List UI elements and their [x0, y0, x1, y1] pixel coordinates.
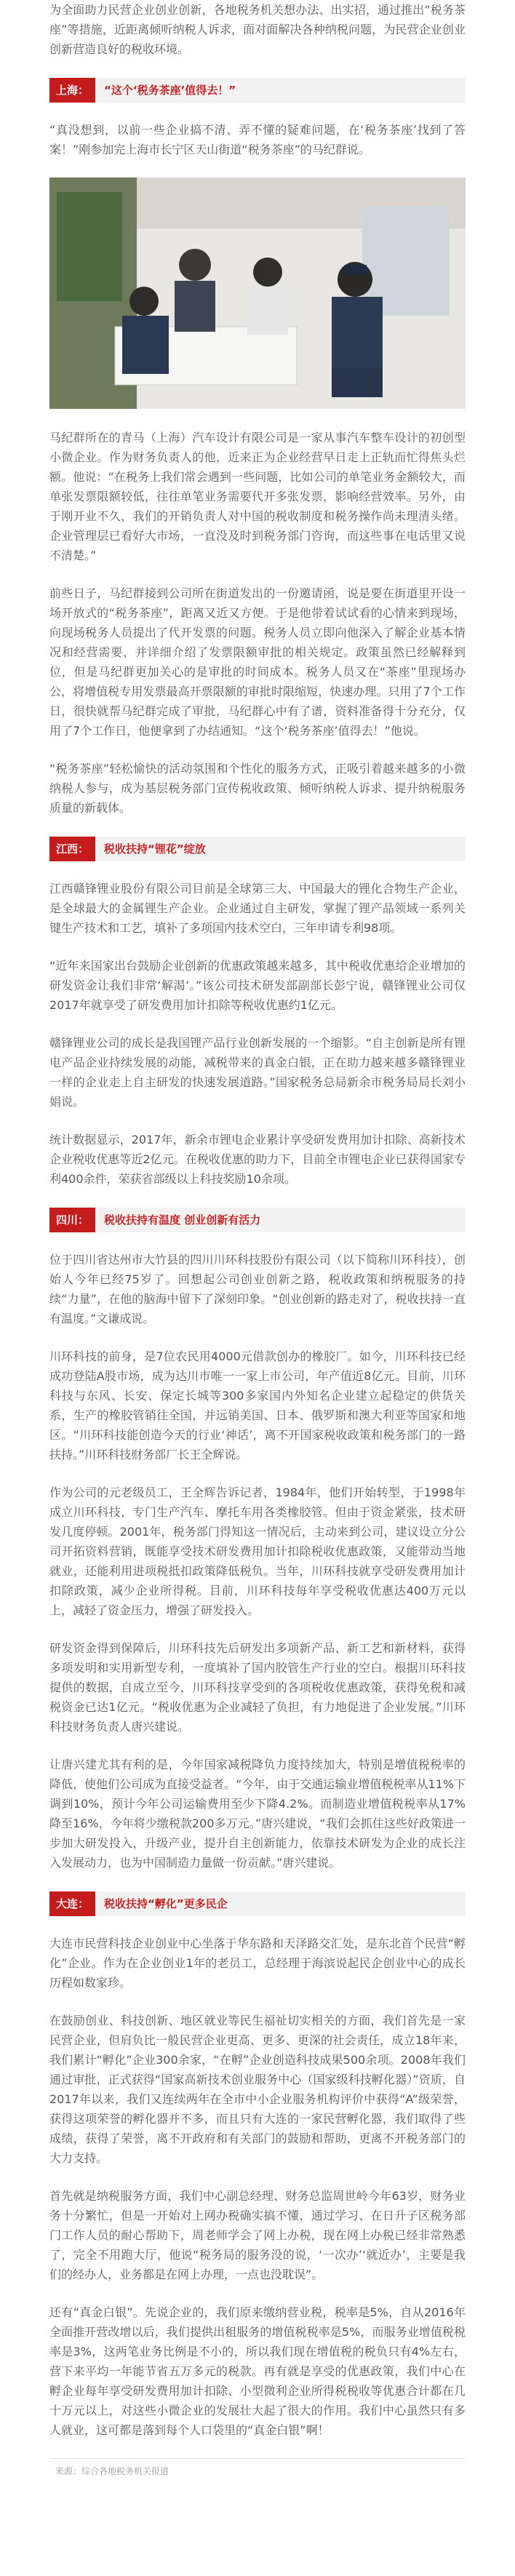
section-paragraph: 大连市民营科技企业创业中心坐落于华东路和天泽路交汇处，是东北首个民营“孵化”企业。作为在企业创业1年的老员工，总经理于海滨说起民企创业中心的成长历程如数家珍。 [49, 1937, 466, 1990]
section-header [49, 1208, 466, 1232]
sections-block [49, 78, 466, 2440]
section-title: “这个‘税务茶座’值得去！” [104, 84, 236, 97]
section-region-tag: 大连： [49, 1891, 95, 1916]
section-region-tag: 上海： [49, 78, 95, 103]
section-paragraph: 前些日子，马纪群接到公司所在街道发出的一份邀请函，说是要在街道里开设一场开放式的“税务茶座”，距离又近又方便。于是他带着试试看的心情来到现场，向现场税务人员提出了代开发票的问题。税务人员立即向他深入了解企业基本情况和经营需要，并详细介绍了发票限额审批的相关规定。政策虽然已经解释到位，但是马纪群更加关心的是审批的时间成本。税务人员又在“茶座”里现场办公，将增值税专用发票最高开票限额的审批时限缩短，快速办理。只用了7个工作日，很快就帮马纪群完成了审批，马纪群心中有了谱，资料准备得十分充分，仅用了7个工作日，他便拿到了办结通知。“这个‘税务茶座’值得去！”他说。 [49, 586, 466, 738]
section-paragraph: “真没想到，以前一些企业搞不清、弄不懂的疑难问题，在‘税务茶座’找到了答案！”刚参加完上海市长宁区天山街道“税务茶座”的马纪群说。 [49, 123, 466, 156]
section-header [49, 837, 466, 861]
section-paragraph: “近年来国家出台鼓励企业创新的优惠政策越来越多，其中税收优惠给企业增加的研发资金让我们非常‘解渴’。”该公司技术研发部副部长彭宁说，赣锋锂业公司仅2017年就享受了研发费用加计扣除等税收优惠约1亿元。 [49, 959, 466, 1012]
meeting-photo [49, 178, 466, 409]
section-paragraph: 赣锋锂业公司的成长是我国锂产品行业创新发展的一个缩影。“自主创新是所有锂电产品企业持续发展的动能，减税带来的真金白银，正在助力越来越多赣锋锂业一样的企业走上自主研发的快速发展道路。”国家税务总局新余市税务局局长刘小娟说。 [49, 1036, 466, 1109]
section-paragraph: 作为公司的元老级员工，王全辉告诉记者，1984年，他们开始转型，于1998年成立川环科技，专门生产汽车、摩托车用各类橡胶管。但由于资金紧张，技术研发几度停顿。2001年，税务部门得知这一情况后，主动来到公司，建议设立分公司开拓资料营销，既能享受技术研发费用加计扣除税收优惠政策，又能带动当地就业，还能利用进项税抵扣政策降低税负。当年，川环科技就享受研发费用加计扣除政策，减少企业所得税。目前，川环科技每年享受税收优惠达400万元以上，减轻了资金压力，增强了研发投入。 [49, 1486, 466, 1617]
section-paragraph: 还有“真金白银”。先说企业的，我们原来缴纳营业税，税率是5%，自从2016年全面推开营改增以后，我们提供出租服务的增值税税率是5%，而服务业增值税税率是3%，这两笔业务比例是不小的，所以我们现在增值税的税负只有4%左右，营下来平均一年能节省五万多元的税款。再有就是享受的优惠政策，我们中心在孵企业每年享受研发费用加计扣除、小型微利企业所得税税收等优惠合计都在几十万元以上，对这些小微企业的发展壮大起了很大的作用。我们中心虽然只有多人就业，这可都是落到每个人口袋里的“真金白银”啊！ [49, 2305, 466, 2437]
section-paragraph: 马纪群所在的青马（上海）汽车设计有限公司是一家从事汽车整车设计的初创型小微企业。作为财务负责人的他，近来正为企业经营早日走上正轨而忙得焦头烂额。他说：“在税务上我们常会遇到一些问题，比如公司的单笔业务金额较大，而单张发票限额较低，往往单笔业务需要代开多张发票，影响经营效率。另外，由于刚开业不久，我们的开销负责人对中国的税收制度和税务操作尚未理清头绪。企业管理层已看好大市场，一直没及时到税务部门咨询，而这些事在电话里又说不清楚。” [49, 431, 466, 562]
section-region-tag: 四川： [49, 1208, 95, 1232]
section-title: 税收扶持有温度 创业创新有活力 [104, 1213, 261, 1227]
section-paragraph: 在鼓励创业、科技创新、地区就业等民生福祉切实相关的方面，我们首先是一家民营企业，但肩负比一般民营企业更高、更多、更深的社会责任，成立18年来，我们累计“孵化”企业300余家，“在孵”企业创造科技成果500余项。2008年我们通过审批，正式获得“国家高新技术创业服务中心（国家级科技孵化器）”资质，自2017年以来，我们又连续两年在全市中小企业服务机构评价中获得“A”级荣誉，获得这项荣誉的孵化器并不多，而且只有大连的一家民营孵化器，我们取得了些成绩，获得了荣誉，离不开政府和有关部门的鼓励和帮助，更离不开税务部门的大力支持。 [49, 2014, 466, 2165]
section-title: 税收扶持“孵化”更多民企 [104, 1897, 228, 1910]
section-region-tag: 江西： [49, 837, 95, 861]
intro-block [49, 0, 466, 59]
section-header [49, 78, 466, 103]
section-paragraph: 统计数据显示，2017年，新余市锂电企业累计享受研发费用加计扣除、高新技术企业税收优惠等近2亿元。在税收优惠的助力下，目前全市锂电企业已获得国家专利400余件，荣获省部级以上科技奖励10余项。 [49, 1133, 466, 1186]
section-paragraph: 位于四川省达州市大竹县的四川川环科技股份有限公司（以下简称川环科技），创始人今年已经75岁了。回想起公司创业创新之路，税收政策和纳税服务的持续“力量”，在他的脑海中留下了深刻印象。“创业创新的路走对了，税收扶持一直有温度。”文谦成说。 [49, 1253, 466, 1325]
section-title: 税收扶持“锂花”绽放 [104, 842, 206, 856]
section-paragraph: “税务茶座”轻松愉快的活动氛围和个性化的服务方式，正吸引着越来越多的小微纳税人参与，成为基层税务部门宣传税收政策、倾听纳税人诉求、提升纳税服务质量的新载体。 [49, 762, 466, 815]
section-header [49, 1891, 466, 1916]
section-paragraph: 首先就是纳税服务方面，我们中心副总经理、财务总监周世岭今年63岁，财务业务十分繁忙，但是一开始对上网办税确实搞不懂，通过学习、在日升子区税务部门工作人员的耐心帮助下，周老师学会了网上办税，现在网上办税已经非常熟悉了，完全不用跑大厅，他说“税务局的服务没的说，‘一次办’‘就近办’，主要是我们的经办人，业务都是在网上办理，一点也没耽误”。 [49, 2189, 466, 2281]
section-paragraph: 川环科技的前身，是7位农民用4000元借款创办的橡胶厂。如今，川环科技已经成功登陆A股市场，成为达川市唯一一家上市公司，年产值近8亿元。目前，川环科技与东风、长安、保定长城等300多家国内外知名企业建立起稳定的供货关系，生产的橡胶管销往全国，并远销美国、日本、俄罗斯和澳大利亚等国家和地区。“川环科技能创造今天的行业‘神话’，离不开国家税收政策和税务部门的一路扶持。”川环科技财务部厂长王全辉说。 [49, 1349, 466, 1462]
intro-paragraph: 为全面助力民营企业创业创新，各地税务机关想办法、出实招，通过推出“税务茶座”等措施，近距离倾听纳税人诉求，面对面解决各种纳税问题，为民营企业创业创新营造良好的税收环境。 [49, 3, 466, 56]
section-paragraph: 研发资金得到保障后，川环科技先后研发出多项新产品、新工艺和新材料，获得多项发明和实用新型专利，一度填补了国内胶管生产行业的空白。根据川环科技提供的数据，自成立至今，川环科技享受到的各项税收优惠政策，获得免税和减税资金已达1亿元。“税收优惠为企业减轻了负担，有力地促进了企业发展。”川环科技财务负责人唐兴建说。 [49, 1641, 466, 1734]
source-line: 来源：综合各地税务机关报道 [49, 2458, 466, 2484]
section-paragraph: 江西赣锋锂业股份有限公司目前是全球第三大、中国最大的锂化合物生产企业，是全球最大的金属锂生产企业。企业通过自主研发，掌握了锂产品领域一系列关键生产技术和工艺，填补了多项国内技术空白，三年申请专利98项。 [49, 882, 466, 935]
section-paragraph: 让唐兴建尤其有利的是，今年国家减税降负力度持续加大，特别是增值税税率的降低，使他们公司成为直接受益者。“今年，由于交通运输业增值税税率从11%下调到10%，预计今年公司运输费用至少下降4.2%。而制造业增值税税率从17%降至16%，今年将少缴税款200多万元。”唐兴建说，“我们会抓住这些好政策进一步加大研发投入，升级产业，提升自主创新能力，依靠技术研发为企业的成长注入发展动力，也为中国制造力量做一份贡献。”唐兴建说。 [49, 1758, 466, 1870]
